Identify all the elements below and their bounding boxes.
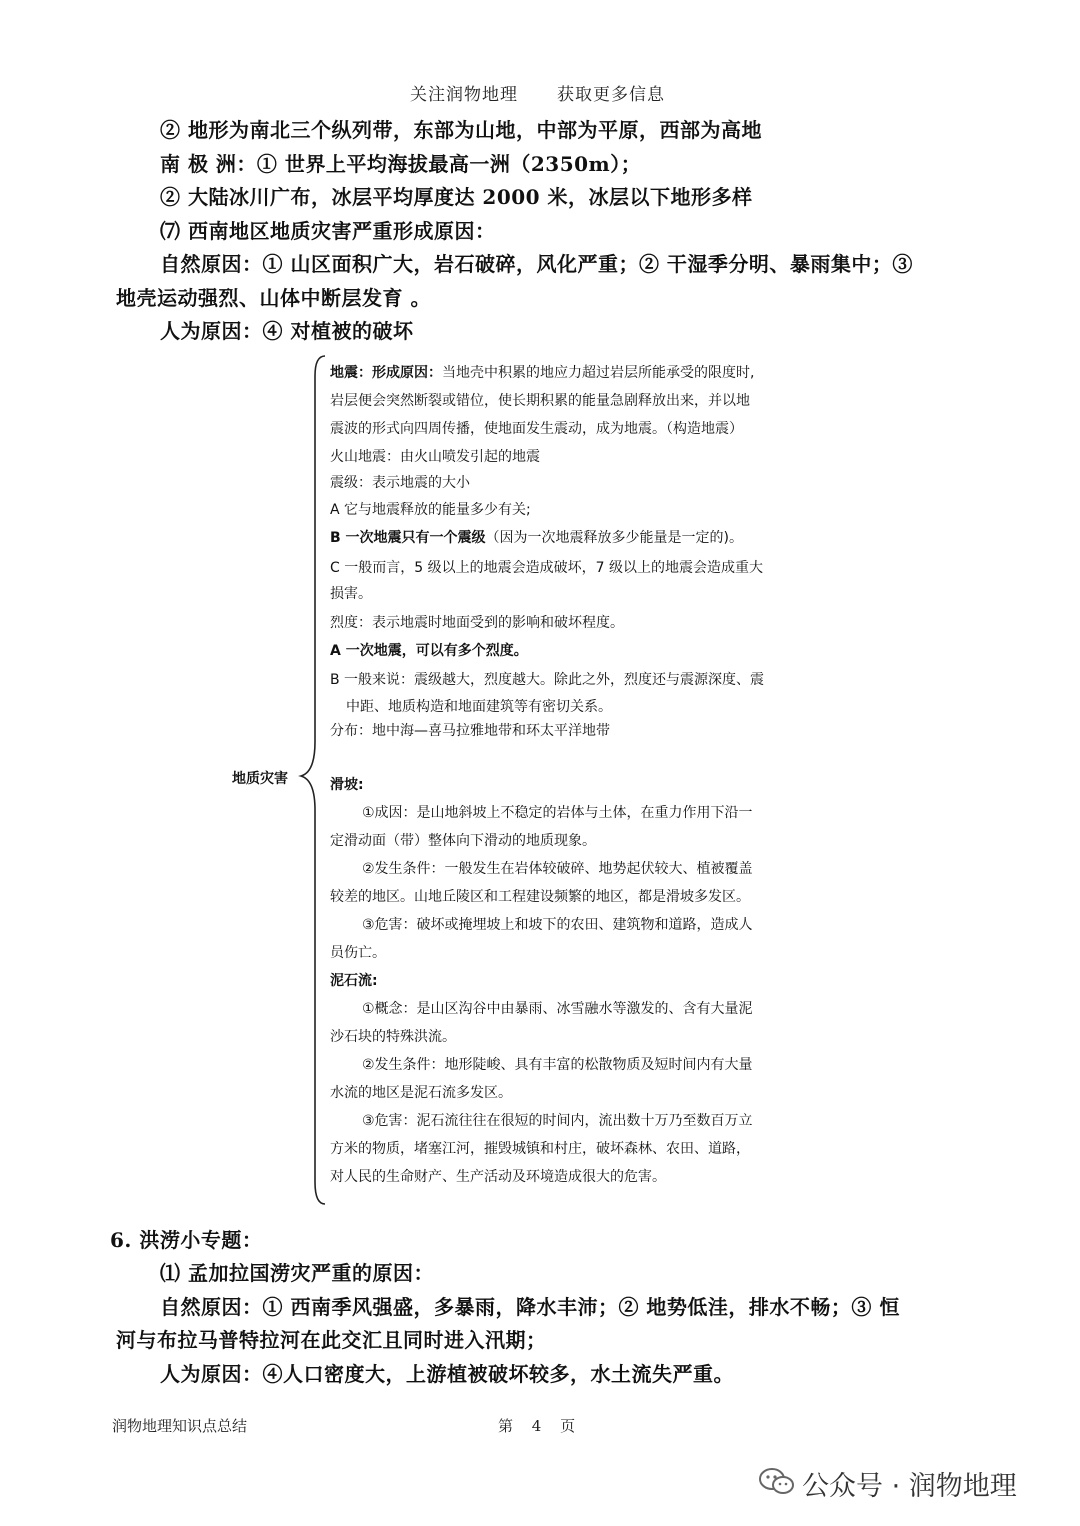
- page-number: [498, 1415, 575, 1436]
- landslide-line: 员伤亡。: [330, 945, 386, 961]
- text-line: 南 极 洲：① 世界上平均海拔最高一洲（2350m）；: [160, 152, 642, 176]
- figure-root-label: 地质灾害: [232, 771, 288, 787]
- debris-line: ①概念：是山区沟谷中由暴雨、冰雪融水等激发的、含有大量泥: [362, 1001, 753, 1017]
- text-line: 地壳运动强烈、山体中断层发育 。: [116, 286, 431, 310]
- page-prefix: 第: [498, 1417, 514, 1435]
- section-heading: 6. 洪涝小专题：: [110, 1228, 263, 1252]
- quake-line: 烈度：表示地震时地面受到的影响和破坏程度。: [330, 615, 624, 631]
- quake-text: （因为一次地震释放多少能量是一定的)。: [485, 530, 744, 546]
- quake-line: C 一般而言，5 级以上的地震会造成破坏，7 级以上的地震会造成重大: [330, 560, 763, 576]
- landslide-line: ①成因：是山地斜坡上不稳定的岩体与土体，在重力作用下沿一: [362, 805, 753, 821]
- landslide-line: ②发生条件：一般发生在岩体较破碎、地势起伏较大、植被覆盖: [362, 861, 753, 877]
- quake-title: 地震：形成原因：: [330, 365, 442, 381]
- text-line: ⑺ 西南地区地质灾害严重形成原因：: [160, 219, 496, 243]
- landslide-line: 较差的地区。山地丘陵区和工程建设频繁的地区，都是滑坡多发区。: [330, 889, 750, 905]
- quake-line-1: [330, 362, 754, 382]
- debris-line: 沙石块的特殊洪流。: [330, 1029, 456, 1045]
- text-line: 自然原因：① 山区面积广大，岩石破碎，风化严重；② 干湿季分明、暴雨集中；③: [160, 252, 913, 276]
- text-line: 河与布拉马普特拉河在此交汇且同时进入汛期；: [116, 1328, 547, 1352]
- wechat-icon: [758, 1466, 796, 1498]
- quake-line: 岩层便会突然断裂或错位，使长期积累的能量急剧释放出来，并以地: [330, 393, 750, 409]
- landslide-title: 滑坡:: [330, 777, 364, 793]
- quake-line-7: [330, 527, 743, 547]
- quake-text: 当地壳中积累的地应力超过岩层所能承受的限度时,: [442, 365, 755, 381]
- quake-line: 震级：表示地震的大小: [330, 475, 470, 491]
- debris-line: 水流的地区是泥石流多发区。: [330, 1085, 512, 1101]
- quake-line: B 一般来说：震级越大，烈度越大。除此之外，烈度还与震源深度、震: [330, 672, 765, 688]
- watermark-text: 公众号 · 润物地理: [802, 1471, 1017, 1502]
- quake-line: 震波的形式向四周传播，使地面发生震动，成为地震。（构造地震）: [330, 421, 743, 437]
- debris-title: 泥石流:: [330, 973, 378, 989]
- header-left: 关注润物地理: [410, 85, 518, 105]
- debris-line: ②发生条件：地形陡峻、具有丰富的松散物质及短时间内有大量: [362, 1057, 753, 1073]
- text-line: 人为原因：④人口密度大，上游植被破坏较多，水土流失严重。: [160, 1362, 734, 1386]
- debris-line: 方米的物质，堵塞江河，摧毁城镇和村庄，破坏森林、农田、道路，: [330, 1141, 750, 1157]
- debris-line: 对人民的生命财产、生产活动及环境造成很大的危害。: [330, 1169, 666, 1185]
- text-line: ⑴ 孟加拉国涝灾严重的原因：: [160, 1261, 434, 1285]
- quake-line: 火山地震：由火山喷发引起的地震: [330, 449, 540, 465]
- quake-line: 分布：地中海—喜马拉雅地带和环太平洋地带: [330, 723, 610, 739]
- text-line: ② 地形为南北三个纵列带，东部为山地，中部为平原，西部为高地: [160, 118, 762, 142]
- debris-line: ③危害：泥石流往往在很短的时间内，流出数十万乃至数百万立: [362, 1113, 753, 1129]
- page-num: 4: [531, 1417, 542, 1435]
- text-line: 人为原因：④ 对植被的破坏: [160, 319, 414, 343]
- quake-bold: B 一次地震只有一个震级: [330, 530, 486, 546]
- text-line: 自然原因：① 西南季风强盛，多暴雨，降水丰沛；② 地势低洼，排水不畅；③ 恒: [160, 1295, 900, 1319]
- page-suffix: 页: [560, 1417, 576, 1435]
- quake-line: A 一次地震，可以有多个烈度。: [330, 643, 528, 659]
- bracket-icon: [295, 352, 335, 1212]
- quake-line: A 它与地震释放的能量多少有关;: [330, 502, 531, 518]
- quake-line: 损害。: [330, 586, 372, 602]
- quake-line: 中距、地质构造和地面建筑等有密切关系。: [346, 699, 612, 715]
- header-right: 获取更多信息: [557, 85, 665, 105]
- footer-left: 润物地理知识点总结: [112, 1417, 248, 1435]
- text-line: ② 大陆冰川广布，冰层平均厚度达 2000 米，冰层以下地形多样: [160, 185, 753, 209]
- landslide-line: ③危害：破坏或掩埋坡上和坡下的农田、建筑物和道路，造成人: [362, 917, 753, 933]
- landslide-line: 定滑动面（带）整体向下滑动的地质现象。: [330, 833, 596, 849]
